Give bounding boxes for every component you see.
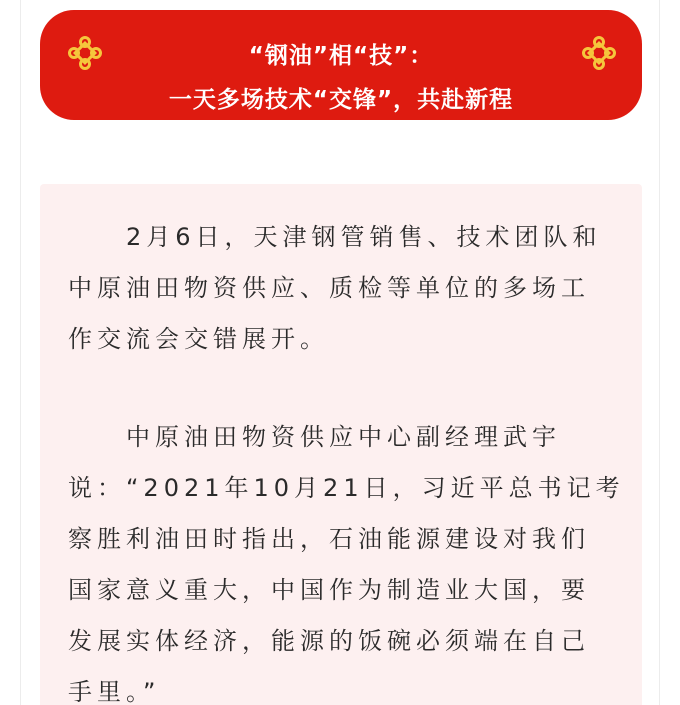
paragraph-meeting-intro [68,212,602,365]
article-content-box [40,184,642,705]
page-border-left [20,0,21,705]
text-line: 2月6日，天津钢管销售、技术团队和 [68,223,602,251]
banner-title-line-1: “钢油”相“技”： [248,43,434,69]
text-line: 察胜利油田时指出，石油能源建设对我们 [68,525,590,553]
text-line: 手里。” [68,678,161,705]
page-border-right [659,0,660,705]
text-line: 中原油田物资供应中心副经理武宇 [68,423,561,451]
text-line: 中原油田物资供应、质检等单位的多场工 [68,274,590,302]
text-line: 说：“2021年10月21日，习近平总书记考 [68,474,625,502]
banner-title-line-2: 一天多场技术“交锋”，共赴新程 [168,87,514,113]
paragraph-quote [68,412,625,705]
chinese-knot-icon [582,36,616,70]
section-title-banner [40,10,642,120]
text-line: 作交流会交错展开。 [68,325,329,353]
text-line: 发展实体经济，能源的饭碗必须端在自己 [68,627,590,655]
text-line: 国家意义重大，中国作为制造业大国，要 [68,576,590,604]
